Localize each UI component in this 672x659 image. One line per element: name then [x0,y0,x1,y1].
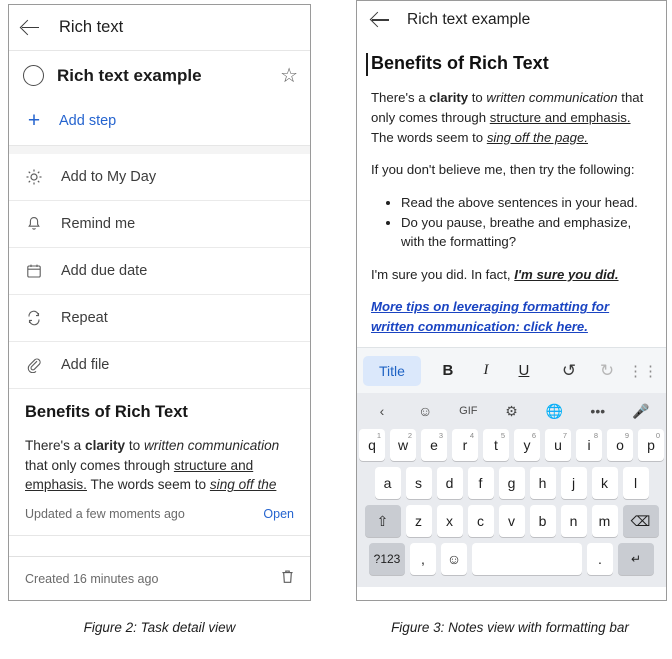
key-z[interactable]: z [406,505,432,537]
key-g[interactable]: g [499,467,525,499]
backspace-key[interactable]: ⌫ [623,505,659,537]
back-arrow-icon[interactable] [371,10,391,30]
key-label: i [587,437,591,453]
microphone-icon[interactable]: 🎤 [632,402,650,419]
key-o[interactable] [607,429,633,461]
key-number: 4 [469,431,474,440]
notes-topbar-title: Rich text example [407,11,531,28]
task-detail-footer [9,556,310,600]
row-label: Repeat [61,310,108,326]
key-h[interactable]: h [530,467,556,499]
drag-handle-icon[interactable]: ⋮⋮ [628,362,658,380]
key-label: o [616,437,624,453]
keyboard-row-3 [357,505,666,537]
row-label: Remind me [61,216,136,232]
style-title-button[interactable]: Title [363,356,421,386]
key-label: t [494,437,498,453]
row-add-to-my-day[interactable] [9,154,310,201]
space-key[interactable] [472,543,582,575]
key-number: 6 [531,431,536,440]
key-label: p [647,437,655,453]
bell-icon [25,215,43,233]
notes-topbar [357,1,666,39]
key-a[interactable]: a [375,467,401,499]
key-u[interactable] [545,429,571,461]
underline-button[interactable]: U [518,362,530,379]
bold-button[interactable]: B [442,362,454,379]
key-p[interactable] [638,429,664,461]
on-screen-keyboard [357,393,666,587]
calendar-icon [25,262,43,280]
comma-key[interactable]: , [410,543,436,575]
period-key[interactable]: . [587,543,613,575]
formatting-bar [357,347,666,393]
keyboard-row-4 [357,543,666,575]
notes-heading-text: Benefits of Rich Text [371,53,549,73]
key-label: e [430,437,438,453]
key-j[interactable]: j [561,467,587,499]
star-outline-icon[interactable]: ☆ [280,64,298,87]
key-m[interactable]: m [592,505,618,537]
key-number: 9 [624,431,629,440]
row-remind-me[interactable] [9,201,310,248]
key-d[interactable]: d [437,467,463,499]
key-l[interactable]: l [623,467,649,499]
repeat-icon [25,309,43,327]
emoji-key[interactable]: ☺ [441,543,467,575]
key-b[interactable]: b [530,505,556,537]
redo-button[interactable]: ↻ [599,360,615,380]
figure-2-task-detail [8,4,311,601]
add-step-button[interactable] [9,100,310,146]
circle-unchecked-icon[interactable] [23,65,44,86]
key-number: 3 [438,431,443,440]
gif-icon[interactable]: GIF [459,405,478,417]
undo-button[interactable]: ↺ [561,360,577,380]
sun-icon [25,168,43,186]
key-e[interactable] [421,429,447,461]
add-step-label: Add step [59,112,117,129]
key-v[interactable]: v [499,505,525,537]
numeric-key[interactable]: ?123 [369,543,405,575]
key-number: 7 [562,431,567,440]
row-label: Add due date [61,263,148,279]
keyboard-toolbar [357,393,666,429]
key-f[interactable]: f [468,467,494,499]
key-c[interactable]: c [468,505,494,537]
key-k[interactable]: k [592,467,618,499]
row-repeat[interactable] [9,295,310,342]
key-n[interactable]: n [561,505,587,537]
figure-3-caption: Figure 3: Notes view with formatting bar [391,620,629,635]
note-preview[interactable] [9,389,310,495]
sticker-icon[interactable]: ☺ [418,403,433,419]
collapse-toolbar-icon[interactable]: ‹ [379,403,385,419]
paperclip-icon [25,356,43,374]
list-item: • Do you pause, breathe and emphasize, with the formatting? [401,213,652,251]
key-label: r [462,437,468,453]
text-caret [366,53,368,76]
task-title[interactable]: Rich text example [57,65,202,85]
key-r[interactable] [452,429,478,461]
key-number: 0 [655,431,660,440]
key-y[interactable] [514,429,540,461]
italic-button[interactable]: I [483,362,489,378]
key-number: 1 [376,431,381,440]
task-title-row [9,51,310,100]
created-text: Created 16 minutes ago [25,571,159,586]
keyboard-row-2 [357,467,666,499]
key-w[interactable] [390,429,416,461]
key-t[interactable] [483,429,509,461]
key-s[interactable]: s [406,467,432,499]
key-number: 8 [593,431,598,440]
figure-2-caption: Figure 2: Task detail view [83,620,236,635]
key-number: 2 [407,431,412,440]
note-updated-row [9,495,310,536]
back-arrow-icon[interactable] [21,18,41,38]
enter-key[interactable]: ↵ [618,543,654,575]
notes-heading [371,53,652,74]
key-label: q [368,437,376,453]
key-label: w [397,437,409,453]
translate-icon[interactable]: 🌐 [545,402,564,419]
row-add-file[interactable] [9,342,310,389]
notes-editor[interactable] [357,39,666,337]
key-q[interactable] [359,429,385,461]
key-x[interactable]: x [437,505,463,537]
trash-icon[interactable] [279,568,296,589]
updated-text: Updated a few moments ago [25,507,185,522]
note-paragraph: There's a clarity to written communication that only comes through structure and emphasis. The words seem to sing off the [25,438,280,493]
plus-icon: + [27,109,41,132]
task-detail-topbar [9,5,310,51]
notes-paragraph-1: There's a clarity to written communication that only comes through structure and emphasis. The words seem to sing off the page. [371,90,644,145]
open-note-link[interactable]: Open [263,507,294,522]
list-item: • Read the above sentences in your head. [401,193,652,212]
notes-link[interactable]: More tips on leveraging formatting for written communication: click here. [371,299,610,335]
notes-paragraph-3: I'm sure you did. In fact, I'm sure you did. [371,266,619,282]
keyboard-row-1 [357,429,666,461]
key-number: 5 [500,431,505,440]
figure-3-notes-view [356,0,667,601]
row-label: Add file [61,357,110,373]
key-i[interactable] [576,429,602,461]
settings-icon[interactable]: ⚙ [505,402,518,419]
shift-key[interactable]: ⇧ [365,505,401,537]
key-label: y [523,437,531,453]
note-heading: Benefits of Rich Text [25,403,188,421]
row-label: Add to My Day [61,169,157,185]
more-icon[interactable]: ••• [590,403,606,419]
notes-paragraph-2: If you don't believe me, then try the following: [371,162,635,178]
key-label: u [554,437,562,453]
topbar-title: Rich text [59,18,124,36]
section-divider [9,146,310,154]
notes-bullet-list [371,193,652,251]
row-add-due-date[interactable] [9,248,310,295]
